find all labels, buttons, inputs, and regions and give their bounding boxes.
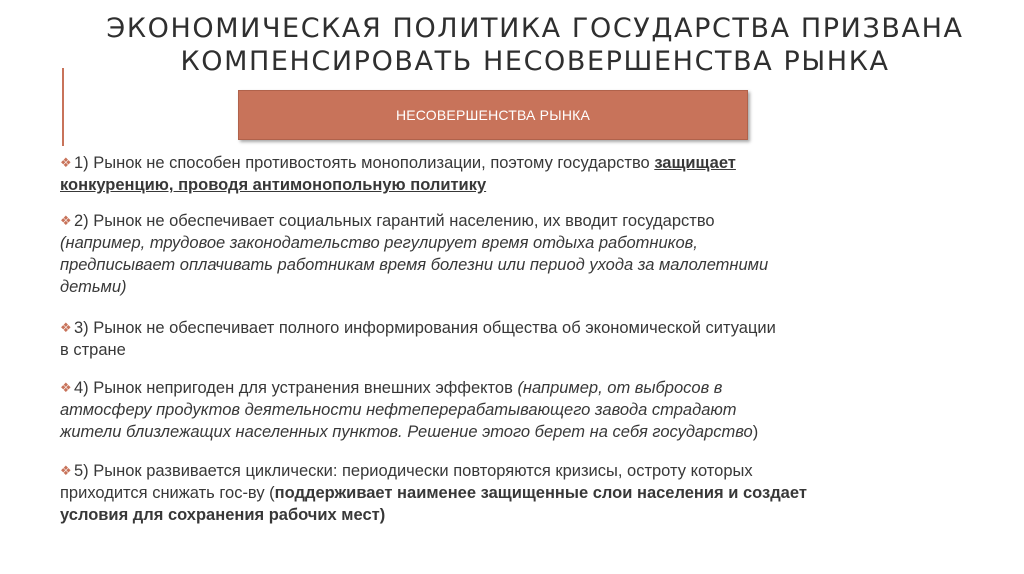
item-text: в стране	[60, 341, 126, 359]
list-item-line	[60, 317, 1000, 339]
diamond-bullet-icon: ❖	[60, 380, 72, 395]
item-example: (например, от выбросов в	[517, 379, 723, 397]
title-line-1: ЭКОНОМИЧЕСКАЯ ПОЛИТИКА ГОСУДАРСТВА ПРИЗВАНА	[106, 13, 964, 44]
item-emphasis: поддерживает наименее защищенные слои населения и создает	[274, 484, 807, 502]
item-example: предписывает оплачивать работникам время болезни или период ухода за малолетними	[60, 256, 769, 274]
item-emphasis: конкуренцию, проводя антимонопольную политику	[60, 176, 487, 194]
item-example: (например, трудовое законодательство регулирует время отдыха работников,	[60, 234, 698, 252]
page-title	[70, 12, 1000, 78]
section-banner	[238, 90, 748, 140]
title-line-2: КОМПЕНСИРОВАТЬ НЕСОВЕРШЕНСТВА РЫНКА	[180, 46, 890, 77]
diamond-bullet-icon: ❖	[60, 463, 72, 478]
list-item	[60, 152, 1000, 196]
item-example: детьми)	[60, 278, 127, 296]
list-item-line	[60, 460, 1000, 482]
item-text: 2) Рынок не обеспечивает социальных гарантий населению, их вводит государство	[74, 212, 715, 230]
item-text: 4) Рынок непригоден для устранения внешних эффектов	[74, 379, 518, 397]
item-emphasis: защищает	[654, 154, 736, 172]
item-example: жители близлежащих населенных пунктов. Решение этого берет на себя государство	[60, 423, 753, 441]
item-example: атмосферу продуктов деятельности нефтеперерабатывающего завода страдают	[60, 401, 737, 419]
list-item-line	[60, 482, 1000, 504]
accent-divider	[62, 68, 64, 146]
list-item-line	[60, 421, 1000, 443]
list-item	[60, 210, 1000, 298]
diamond-bullet-icon: ❖	[60, 320, 72, 335]
list-item	[60, 377, 1000, 443]
list-item-line	[60, 377, 1000, 399]
banner-label: НЕСОВЕРШЕНСТВА РЫНКА	[395, 107, 591, 123]
list-item	[60, 317, 1000, 361]
diamond-bullet-icon: ❖	[60, 213, 72, 228]
list-item-line	[60, 174, 1000, 196]
item-text: 3) Рынок не обеспечивает полного информирования общества об экономической ситуации	[74, 319, 776, 337]
list-item	[60, 460, 1000, 526]
item-text: приходится снижать гос-ву (	[60, 484, 275, 502]
item-text: )	[752, 423, 759, 441]
diamond-bullet-icon: ❖	[60, 155, 72, 170]
item-text: 1) Рынок не способен противостоять монополизации, поэтому государство	[74, 154, 655, 172]
item-text: 5) Рынок развивается циклически: периодически повторяются кризисы, остроту которых	[74, 462, 753, 480]
list-item-line	[60, 152, 1000, 174]
item-emphasis: условия для сохранения рабочих мест)	[60, 506, 386, 524]
list-item-line	[60, 210, 1000, 232]
